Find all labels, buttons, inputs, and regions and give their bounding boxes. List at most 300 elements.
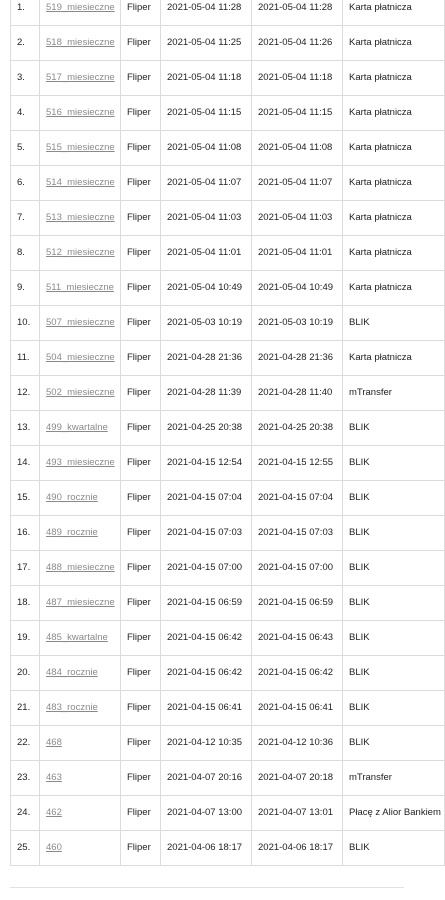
created-date: 2021-05-04 11:18 — [167, 72, 242, 83]
payment-method-cell — [343, 656, 445, 691]
table-row — [11, 761, 445, 796]
paid-date: 2021-04-15 06:43 — [258, 632, 334, 643]
created-date: 2021-05-04 11:15 — [167, 107, 242, 118]
row-number: 24. — [17, 807, 31, 818]
row-number: 1. — [17, 2, 25, 13]
row-number: 11. — [17, 352, 30, 363]
paid-date-cell — [252, 621, 343, 656]
paid-date-cell — [252, 201, 343, 236]
payment-method-cell — [343, 411, 445, 446]
project-name: Fliper — [127, 562, 151, 573]
project-name-cell — [121, 691, 161, 726]
project-name: Fliper — [127, 457, 151, 468]
paid-date-cell — [252, 0, 343, 26]
order-name-link[interactable]: 483_rocznie — [46, 702, 98, 713]
project-name-cell — [121, 61, 161, 96]
order-name-link-cell — [40, 201, 121, 236]
paid-date-cell — [252, 236, 343, 271]
table-row — [11, 481, 445, 516]
row-number: 14. — [17, 457, 31, 468]
order-name-link[interactable]: 493_miesieczne — [46, 457, 115, 468]
order-name-link[interactable]: 490_rocznie — [46, 492, 98, 503]
project-name: Fliper — [127, 107, 151, 118]
paid-date: 2021-05-04 10:49 — [258, 282, 334, 293]
created-date-cell — [161, 131, 252, 166]
paid-date-cell — [252, 271, 343, 306]
paid-date: 2021-05-04 11:28 — [258, 2, 333, 13]
paid-date-cell — [252, 761, 343, 796]
created-date-cell — [161, 306, 252, 341]
order-name-link[interactable]: 507_miesieczne — [46, 317, 115, 328]
project-name-cell — [121, 446, 161, 481]
project-name: Fliper — [127, 352, 151, 363]
order-name-link-cell — [40, 831, 121, 866]
created-date-cell — [161, 796, 252, 831]
created-date-cell — [161, 726, 252, 761]
created-date-cell — [161, 201, 252, 236]
payment-method-cell — [343, 201, 445, 236]
payment-method: Karta płatnicza — [349, 2, 412, 13]
project-name-cell — [121, 236, 161, 271]
paid-date: 2021-04-15 06:59 — [258, 597, 334, 608]
project-name: Fliper — [127, 597, 151, 608]
payment-method: Karta płatnicza — [349, 142, 412, 153]
created-date: 2021-04-25 20:38 — [167, 422, 243, 433]
created-date: 2021-04-07 13:00 — [167, 807, 243, 818]
project-name: Fliper — [127, 72, 151, 83]
row-number: 10. — [17, 317, 31, 328]
project-name: Fliper — [127, 317, 151, 328]
table-row — [11, 201, 445, 236]
row-number-cell — [11, 96, 40, 131]
row-number-cell — [11, 26, 40, 61]
project-name: Fliper — [127, 387, 151, 398]
created-date: 2021-05-04 11:01 — [167, 247, 242, 258]
payment-method-cell — [343, 726, 445, 761]
paid-date-cell — [252, 26, 343, 61]
payment-method: BLIK — [349, 597, 370, 608]
project-name: Fliper — [127, 667, 151, 678]
order-name-link[interactable]: 499_kwartalne — [46, 422, 108, 433]
project-name: Fliper — [127, 842, 151, 853]
table-row — [11, 516, 445, 551]
payment-method-cell — [343, 341, 445, 376]
payment-method: BLIK — [349, 457, 370, 468]
payment-method-cell — [343, 376, 445, 411]
table-row — [11, 131, 445, 166]
paid-date: 2021-05-03 10:19 — [258, 317, 334, 328]
project-name-cell — [121, 411, 161, 446]
payment-method: Płacę z Alior Bankiem — [349, 807, 441, 818]
order-name-link[interactable]: 462 — [46, 807, 62, 818]
payment-method-cell — [343, 26, 445, 61]
payment-method: Karta płatnicza — [349, 247, 412, 258]
payment-method: mTransfer — [349, 387, 392, 398]
project-name-cell — [121, 341, 161, 376]
paid-date-cell — [252, 446, 343, 481]
payment-method: Karta płatnicza — [349, 72, 412, 83]
project-name: Fliper — [127, 142, 151, 153]
order-name-link-cell — [40, 586, 121, 621]
payment-method: Karta płatnicza — [349, 177, 412, 188]
created-date: 2021-04-15 07:04 — [167, 492, 243, 503]
created-date-cell — [161, 761, 252, 796]
order-name-link[interactable]: 489_rocznie — [46, 527, 98, 538]
payment-method-cell — [343, 306, 445, 341]
payment-method-cell — [343, 516, 445, 551]
row-number: 13. — [17, 422, 31, 433]
paid-date-cell — [252, 691, 343, 726]
order-name-link-cell — [40, 0, 121, 26]
created-date: 2021-04-28 21:36 — [167, 352, 243, 363]
orders-table-container — [10, 0, 441, 866]
order-name-link-cell — [40, 516, 121, 551]
project-name: Fliper — [127, 422, 151, 433]
payment-method-cell — [343, 131, 445, 166]
payment-method-cell — [343, 61, 445, 96]
payment-method: BLIK — [349, 842, 370, 853]
project-name-cell — [121, 271, 161, 306]
order-name-link-cell — [40, 691, 121, 726]
row-number-cell — [11, 586, 40, 621]
paid-date: 2021-04-25 20:38 — [258, 422, 334, 433]
order-name-link[interactable]: 484_rocznie — [46, 667, 98, 678]
row-number: 9. — [17, 282, 25, 293]
order-name-link[interactable]: 487_miesieczne — [46, 597, 115, 608]
created-date: 2021-04-15 06:59 — [167, 597, 243, 608]
order-name-link[interactable]: 485_kwartalne — [46, 632, 108, 643]
created-date-cell — [161, 236, 252, 271]
order-name-link[interactable]: 519_miesieczne — [46, 2, 115, 13]
paid-date: 2021-04-28 11:40 — [258, 387, 333, 398]
row-number-cell — [11, 201, 40, 236]
project-name: Fliper — [127, 247, 151, 258]
project-name-cell — [121, 481, 161, 516]
created-date-cell — [161, 446, 252, 481]
paid-date: 2021-04-15 07:00 — [258, 562, 334, 573]
row-number-cell — [11, 621, 40, 656]
order-name-link-cell — [40, 26, 121, 61]
project-name: Fliper — [127, 702, 151, 713]
order-name-link-cell — [40, 376, 121, 411]
order-name-link[interactable]: 463 — [46, 772, 62, 783]
payment-method: Karta płatnicza — [349, 282, 412, 293]
created-date-cell — [161, 411, 252, 446]
row-number: 8. — [17, 247, 25, 258]
created-date-cell — [161, 341, 252, 376]
paid-date: 2021-05-04 11:01 — [258, 247, 333, 258]
order-name-link-cell — [40, 306, 121, 341]
table-row — [11, 796, 445, 831]
created-date: 2021-05-04 10:49 — [167, 282, 243, 293]
created-date: 2021-05-03 10:19 — [167, 317, 243, 328]
order-name-link-cell — [40, 271, 121, 306]
paid-date-cell — [252, 96, 343, 131]
row-number-cell — [11, 271, 40, 306]
row-number-cell — [11, 446, 40, 481]
payment-method: BLIK — [349, 667, 370, 678]
paid-date-cell — [252, 166, 343, 201]
row-number: 17. — [17, 562, 31, 573]
table-row — [11, 656, 445, 691]
payment-method-cell — [343, 796, 445, 831]
project-name-cell — [121, 586, 161, 621]
project-name-cell — [121, 516, 161, 551]
created-date-cell — [161, 621, 252, 656]
paid-date-cell — [252, 516, 343, 551]
order-name-link[interactable]: 488_miesieczne — [46, 562, 115, 573]
order-name-link[interactable]: 514_miesieczne — [46, 177, 115, 188]
created-date: 2021-05-04 11:03 — [167, 212, 242, 223]
orders-table-body — [11, 0, 445, 866]
table-row — [11, 726, 445, 761]
project-name-cell — [121, 656, 161, 691]
row-number-cell — [11, 551, 40, 586]
created-date-cell — [161, 376, 252, 411]
table-row — [11, 306, 445, 341]
row-number-cell — [11, 376, 40, 411]
paid-date: 2021-04-12 10:36 — [258, 737, 334, 748]
payment-method: Karta płatnicza — [349, 212, 412, 223]
payment-method-cell — [343, 0, 445, 26]
payment-method: BLIK — [349, 492, 370, 503]
project-name: Fliper — [127, 772, 151, 783]
project-name: Fliper — [127, 2, 151, 13]
paid-date: 2021-04-15 12:55 — [258, 457, 334, 468]
order-name-link[interactable]: 468 — [46, 737, 62, 748]
payment-method: mTransfer — [349, 772, 392, 783]
created-date-cell — [161, 271, 252, 306]
table-row — [11, 621, 445, 656]
project-name-cell — [121, 621, 161, 656]
row-number: 23. — [17, 772, 31, 783]
row-number-cell — [11, 236, 40, 271]
row-number: 3. — [17, 72, 25, 83]
project-name: Fliper — [127, 492, 151, 503]
table-row — [11, 691, 445, 726]
paid-date: 2021-04-15 07:04 — [258, 492, 334, 503]
row-number-cell — [11, 341, 40, 376]
row-number-cell — [11, 131, 40, 166]
project-name: Fliper — [127, 737, 151, 748]
payment-method: BLIK — [349, 317, 370, 328]
project-name-cell — [121, 26, 161, 61]
table-row — [11, 26, 445, 61]
order-name-link-cell — [40, 411, 121, 446]
created-date: 2021-04-07 20:16 — [167, 772, 243, 783]
payment-method: BLIK — [349, 527, 370, 538]
created-date-cell — [161, 831, 252, 866]
table-row — [11, 551, 445, 586]
created-date: 2021-04-06 18:17 — [167, 842, 243, 853]
row-number: 19. — [17, 632, 31, 643]
paid-date: 2021-04-07 13:01 — [258, 807, 334, 818]
row-number: 20. — [17, 667, 31, 678]
order-name-link-cell — [40, 166, 121, 201]
order-name-link[interactable]: 516_miesieczne — [46, 107, 115, 118]
order-name-link[interactable]: 504_miesieczne — [46, 352, 115, 363]
order-name-link-cell — [40, 61, 121, 96]
payment-method: Karta płatnicza — [349, 352, 412, 363]
paid-date: 2021-04-15 06:41 — [258, 702, 334, 713]
paid-date-cell — [252, 586, 343, 621]
order-name-link-cell — [40, 96, 121, 131]
row-number: 5. — [17, 142, 25, 153]
table-row — [11, 411, 445, 446]
payment-method-cell — [343, 236, 445, 271]
row-number-cell — [11, 0, 40, 26]
row-number: 25. — [17, 842, 31, 853]
order-name-link[interactable]: 517_miesieczne — [46, 72, 115, 83]
order-name-link-cell — [40, 761, 121, 796]
row-number: 4. — [17, 107, 25, 118]
paid-date: 2021-04-15 06:42 — [258, 667, 334, 678]
project-name-cell — [121, 201, 161, 236]
payment-method-cell — [343, 761, 445, 796]
payment-method-cell — [343, 551, 445, 586]
row-number: 18. — [17, 597, 31, 608]
table-row — [11, 0, 445, 26]
order-name-link-cell — [40, 656, 121, 691]
project-name-cell — [121, 0, 161, 26]
table-row — [11, 446, 445, 481]
project-name-cell — [121, 551, 161, 586]
created-date-cell — [161, 96, 252, 131]
order-name-link-cell — [40, 621, 121, 656]
paid-date: 2021-05-04 11:07 — [258, 177, 333, 188]
table-row — [11, 586, 445, 621]
paid-date-cell — [252, 306, 343, 341]
table-row — [11, 271, 445, 306]
paid-date-cell — [252, 341, 343, 376]
paid-date: 2021-05-04 11:08 — [258, 142, 333, 153]
order-name-link[interactable]: 518_miesieczne — [46, 37, 115, 48]
created-date-cell — [161, 61, 252, 96]
payment-method: BLIK — [349, 702, 370, 713]
created-date-cell — [161, 551, 252, 586]
payment-method-cell — [343, 691, 445, 726]
payment-method-cell — [343, 96, 445, 131]
payment-method-cell — [343, 586, 445, 621]
order-name-link-cell — [40, 341, 121, 376]
paid-date-cell — [252, 726, 343, 761]
paid-date-cell — [252, 551, 343, 586]
order-name-link[interactable]: 512_miesieczne — [46, 247, 115, 258]
order-name-link[interactable]: 502_miesieczne — [46, 387, 115, 398]
row-number: 15. — [17, 492, 31, 503]
project-name-cell — [121, 131, 161, 166]
row-number: 16. — [17, 527, 31, 538]
row-number-cell — [11, 411, 40, 446]
order-name-link-cell — [40, 481, 121, 516]
created-date-cell — [161, 166, 252, 201]
row-number-cell — [11, 166, 40, 201]
created-date-cell — [161, 26, 252, 61]
row-number-cell — [11, 306, 40, 341]
orders-table — [10, 0, 445, 866]
project-name-cell — [121, 376, 161, 411]
payment-method: BLIK — [349, 422, 370, 433]
table-row — [11, 61, 445, 96]
table-row — [11, 236, 445, 271]
row-number: 21. — [17, 702, 31, 713]
project-name: Fliper — [127, 37, 151, 48]
payment-method: BLIK — [349, 632, 370, 643]
order-name-link-cell — [40, 551, 121, 586]
created-date: 2021-05-04 11:08 — [167, 142, 242, 153]
paid-date: 2021-04-06 18:17 — [258, 842, 334, 853]
payment-method-cell — [343, 446, 445, 481]
order-name-link[interactable]: 515_miesieczne — [46, 142, 115, 153]
created-date-cell — [161, 516, 252, 551]
paid-date: 2021-05-04 11:15 — [258, 107, 333, 118]
created-date: 2021-04-15 07:00 — [167, 562, 243, 573]
project-name-cell — [121, 96, 161, 131]
created-date: 2021-04-15 12:54 — [167, 457, 243, 468]
created-date-cell — [161, 656, 252, 691]
project-name-cell — [121, 726, 161, 761]
payment-method-cell — [343, 831, 445, 866]
project-name-cell — [121, 166, 161, 201]
row-number-cell — [11, 831, 40, 866]
row-number-cell — [11, 61, 40, 96]
project-name-cell — [121, 306, 161, 341]
created-date: 2021-04-15 06:41 — [167, 702, 243, 713]
row-number-cell — [11, 481, 40, 516]
created-date: 2021-04-15 07:03 — [167, 527, 243, 538]
order-name-link[interactable]: 460 — [46, 842, 62, 853]
paid-date-cell — [252, 481, 343, 516]
row-number-cell — [11, 516, 40, 551]
row-number: 12. — [17, 387, 31, 398]
paid-date-cell — [252, 831, 343, 866]
row-number: 7. — [17, 212, 25, 223]
paid-date: 2021-04-07 20:18 — [258, 772, 334, 783]
created-date-cell — [161, 0, 252, 26]
payment-method-cell — [343, 621, 445, 656]
order-name-link[interactable]: 511_miesieczne — [46, 282, 114, 293]
payment-method: Karta płatnicza — [349, 107, 412, 118]
created-date: 2021-05-04 11:25 — [167, 37, 242, 48]
project-name: Fliper — [127, 282, 151, 293]
paid-date-cell — [252, 411, 343, 446]
order-name-link-cell — [40, 236, 121, 271]
created-date: 2021-04-15 06:42 — [167, 667, 243, 678]
payment-method: Karta płatnicza — [349, 37, 412, 48]
paid-date: 2021-05-04 11:03 — [258, 212, 333, 223]
order-name-link-cell — [40, 131, 121, 166]
payment-method-cell — [343, 166, 445, 201]
row-number-cell — [11, 796, 40, 831]
project-name-cell — [121, 831, 161, 866]
order-name-link[interactable]: 513_miesieczne — [46, 212, 115, 223]
project-name: Fliper — [127, 212, 151, 223]
project-name-cell — [121, 761, 161, 796]
paid-date: 2021-04-15 07:03 — [258, 527, 334, 538]
paid-date-cell — [252, 796, 343, 831]
payment-method: BLIK — [349, 737, 370, 748]
created-date: 2021-04-28 11:39 — [167, 387, 242, 398]
project-name-cell — [121, 796, 161, 831]
order-name-link-cell — [40, 446, 121, 481]
project-name: Fliper — [127, 807, 151, 818]
created-date-cell — [161, 691, 252, 726]
table-row — [11, 376, 445, 411]
paid-date-cell — [252, 656, 343, 691]
created-date-cell — [161, 481, 252, 516]
project-name: Fliper — [127, 527, 151, 538]
row-number-cell — [11, 761, 40, 796]
